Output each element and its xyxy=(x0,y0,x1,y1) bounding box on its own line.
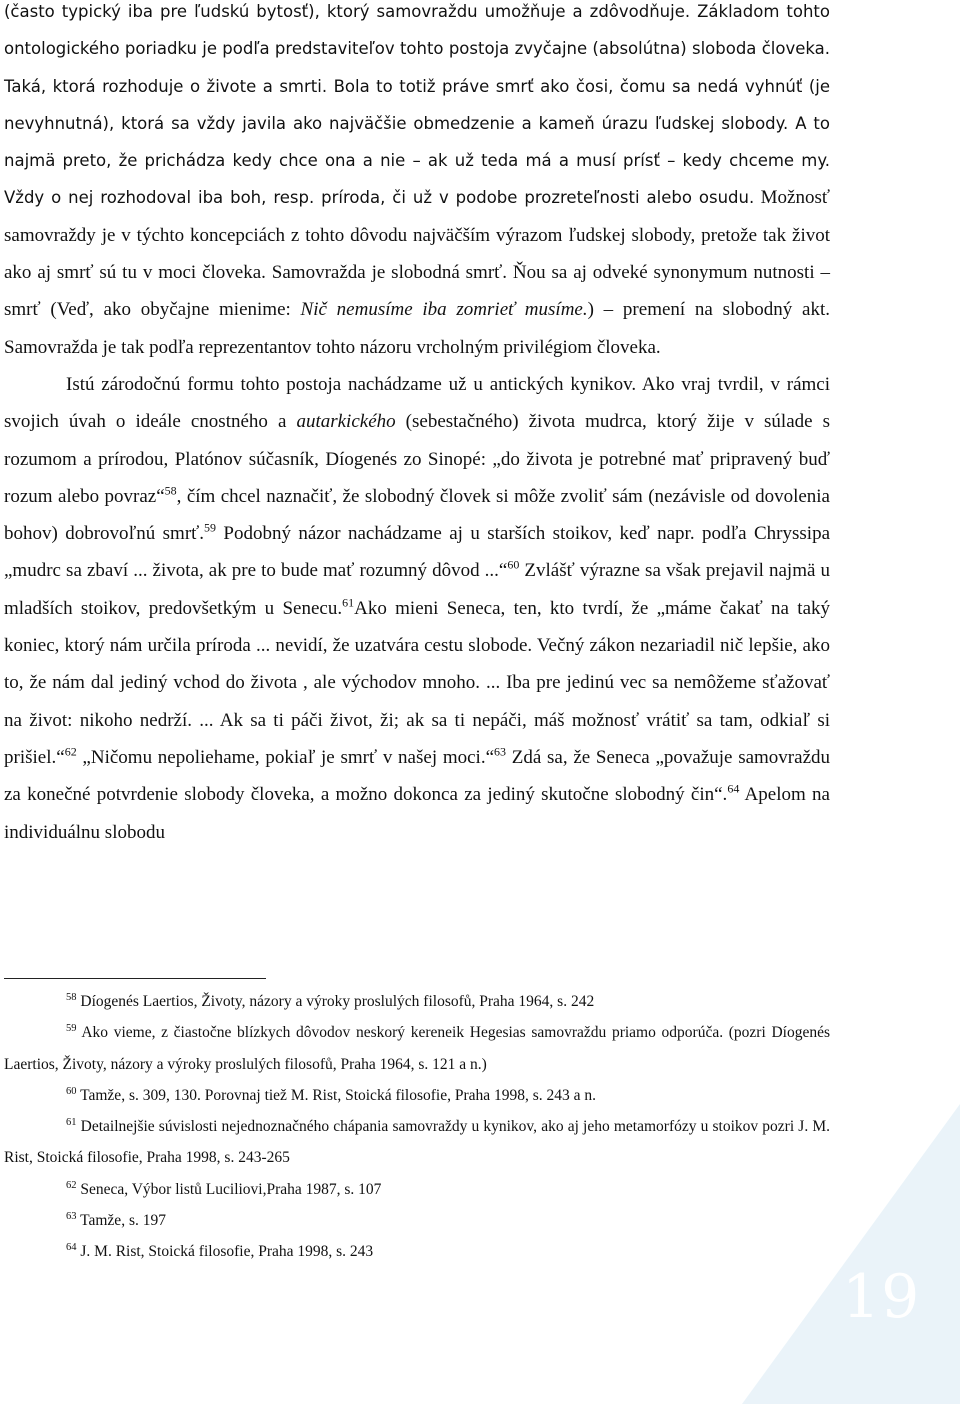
paragraph-2-part-a: Istú zárodočnú formu tohto postoja nachádzame už u antických kynikov. Ako vraj tvrdil, v rámci svojich úvah o ideále cnostného a xyxy=(4,373,830,433)
footnote-ref-59[interactable]: 59 xyxy=(204,520,217,535)
paragraph-1-part-b: Možnosť samovraždy je v týchto koncepciách z tohto dôvodu najväčším výrazom ľudskej slobody, pretože tak život ako aj smrť sú tu v moci človeka. Samovražda je slobodná smrť. Ňou sa aj odveké synonymum nutnosti – smrť (Veď, ako obyčajne mienime: xyxy=(4,187,831,321)
footnote-ref-62[interactable]: 62 xyxy=(64,744,77,759)
footnote-number: 59 xyxy=(66,1023,77,1035)
footnote-number: 64 xyxy=(66,1242,77,1254)
footnote-text: Detailnejšie súvislosti nejednoznačného chápania samovraždy u kynikov, ako aj jeho metamorfózy u stoikov pozri J. M. Rist, Stoická filosofie, Praha 1998, s. 243-265 xyxy=(4,1118,830,1167)
footnote-63 xyxy=(4,1205,830,1236)
footnote-64 xyxy=(4,1236,830,1267)
footnote-text: Tamže, s. 197 xyxy=(80,1212,166,1230)
footnote-text: J. M. Rist, Stoická filosofie, Praha 1998, s. 243 xyxy=(80,1243,374,1261)
paragraph-2-part-f: Ako mieni Seneca, ten, kto tvrdí, že „máme čakať na taký koniec, ktorý nám určila príroda ... nevidí, že uzatvára cestu slobode. Večný zákon nezariadil nič lepšie, ako to, že nám dal jediný vchod do života , ale východov mnoho. ... Iba pre jedinú vec sa nemôžeme sťažovať na život: nikoho nedrží. ... Ak sa ti páči život, ži; ak sa ti nepáči, máš možnosť vrátiť sa tam, odkiaľ si prišiel.“ xyxy=(4,597,831,768)
paragraph-2-part-c: , čím chcel naznačiť, že slobodný človek si môže zvoliť sám (nezávisle od dovolenia bohov) dobrovoľnú smrť. xyxy=(4,485,830,545)
footnote-number: 61 xyxy=(66,1117,77,1129)
paragraph-1-part-a: (často typický iba pre ľudskú bytosť), ktorý samovraždu umožňuje a zdôvodňuje. Základom tohto ontologického poriadku je podľa predstaviteľov tohto postoja zvyčajne (absolútna) sloboda človeka. Taká, ktorá rozhoduje o živote a smrti. Bola to totiž práve smrť ako čosi, čomu sa nedá vyhnúť (je nevyhnutná), ktorá sa vždy javila ako najväčšie obmedzenie a kameň úrazu ľudskej slobody. A to najmä preto, že prichádza kedy chce ona a nie – ak už teda má a musí prísť – kedy chceme my. Vždy o nej rozhodoval iba boh, resp. príroda, či už v podobe prozreteľnosti alebo osudu. xyxy=(4,2,830,208)
footnote-60 xyxy=(4,1080,830,1111)
paragraph-2-part-d: Podobný názor nachádzame aj u starších stoikov, keď napr. podľa Chryssipa „mudrc sa zbaví ... života, ak pre to bude mať rozumný dôvod ...“ xyxy=(4,523,831,582)
footnote-58 xyxy=(4,986,830,1017)
paragraph-2-part-g: „Ničomu nepoliehame, pokiaľ je smrť v našej moci.“ xyxy=(76,746,494,768)
paragraph-2-part-i: Apelom na individuálnu slobodu xyxy=(4,784,830,843)
footnote-number: 60 xyxy=(66,1085,77,1097)
footnote-text: Díogenés Laertios, Životy, názory a výroky proslulých filosofů, Praha 1964, s. 242 xyxy=(80,993,595,1010)
body-text xyxy=(4,0,830,851)
footnote-59 xyxy=(4,1017,830,1080)
paragraph-1-part-c: ) – premení na slobodný akt. Samovražda je tak podľa reprezentantov tohto názoru vrcholným privilégiom človeka. xyxy=(4,299,830,358)
footnote-ref-60[interactable]: 60 xyxy=(507,558,520,573)
footnote-text: Tamže, s. 309, 130. Porovnaj tiež M. Rist, Stoická filosofie, Praha 1998, s. 243 a n. xyxy=(80,1086,597,1104)
footnote-ref-63[interactable]: 63 xyxy=(494,744,506,759)
footnote-ref-64[interactable]: 64 xyxy=(727,781,740,796)
footnote-ref-58[interactable]: 58 xyxy=(164,483,177,498)
footnote-ref-61[interactable]: 61 xyxy=(342,595,355,610)
paragraph-2-part-h: Zdá sa, že Seneca „považuje samovraždu za konečné potvrdenie slobody človeka, a možno dokonca za jediný skutočne slobodný čin“. xyxy=(4,746,830,806)
footnote-number: 58 xyxy=(66,991,77,1003)
footnote-62 xyxy=(4,1174,830,1205)
footnote-61 xyxy=(4,1111,830,1174)
paragraph-1 xyxy=(4,0,830,366)
paragraph-1-quote: Nič nemusíme iba zomrieť musíme. xyxy=(300,299,588,321)
page-number: 19 xyxy=(842,1262,921,1332)
paragraph-2-part-b: (sebestačného) života mudrca, ktorý žije v súlade s rozumom a prírodou, Platónov súčasník, Díogenés zo Sinopé: „do života je potrebné mať pripravený buď rozum alebo povraz“ xyxy=(4,411,830,507)
paragraph-2-term: autarkického xyxy=(296,411,396,433)
paragraph-2-part-e: Zvlášť výrazne sa však prejavil najmä u mladších stoikov, predovšetkým u Senecu. xyxy=(4,560,830,619)
footnotes xyxy=(4,986,830,1268)
footnote-divider xyxy=(4,978,266,979)
footnote-number: 63 xyxy=(66,1210,77,1222)
paragraph-2 xyxy=(4,366,830,851)
footnote-text: Ako vieme, z čiastočne blízkych dôvodov neskorý kereneik Hegesias samovraždu priamo odporúča. (pozri Díogenés Laertios, Životy, názory a výroky proslulých filosofů, Praha 1964, s. 121 a n.) xyxy=(4,1024,830,1073)
footnote-number: 62 xyxy=(66,1179,77,1191)
page-corner-decoration xyxy=(742,1104,960,1404)
footnote-text: Seneca, Výbor listů Luciliovi,Praha 1987, s. 107 xyxy=(80,1180,382,1198)
